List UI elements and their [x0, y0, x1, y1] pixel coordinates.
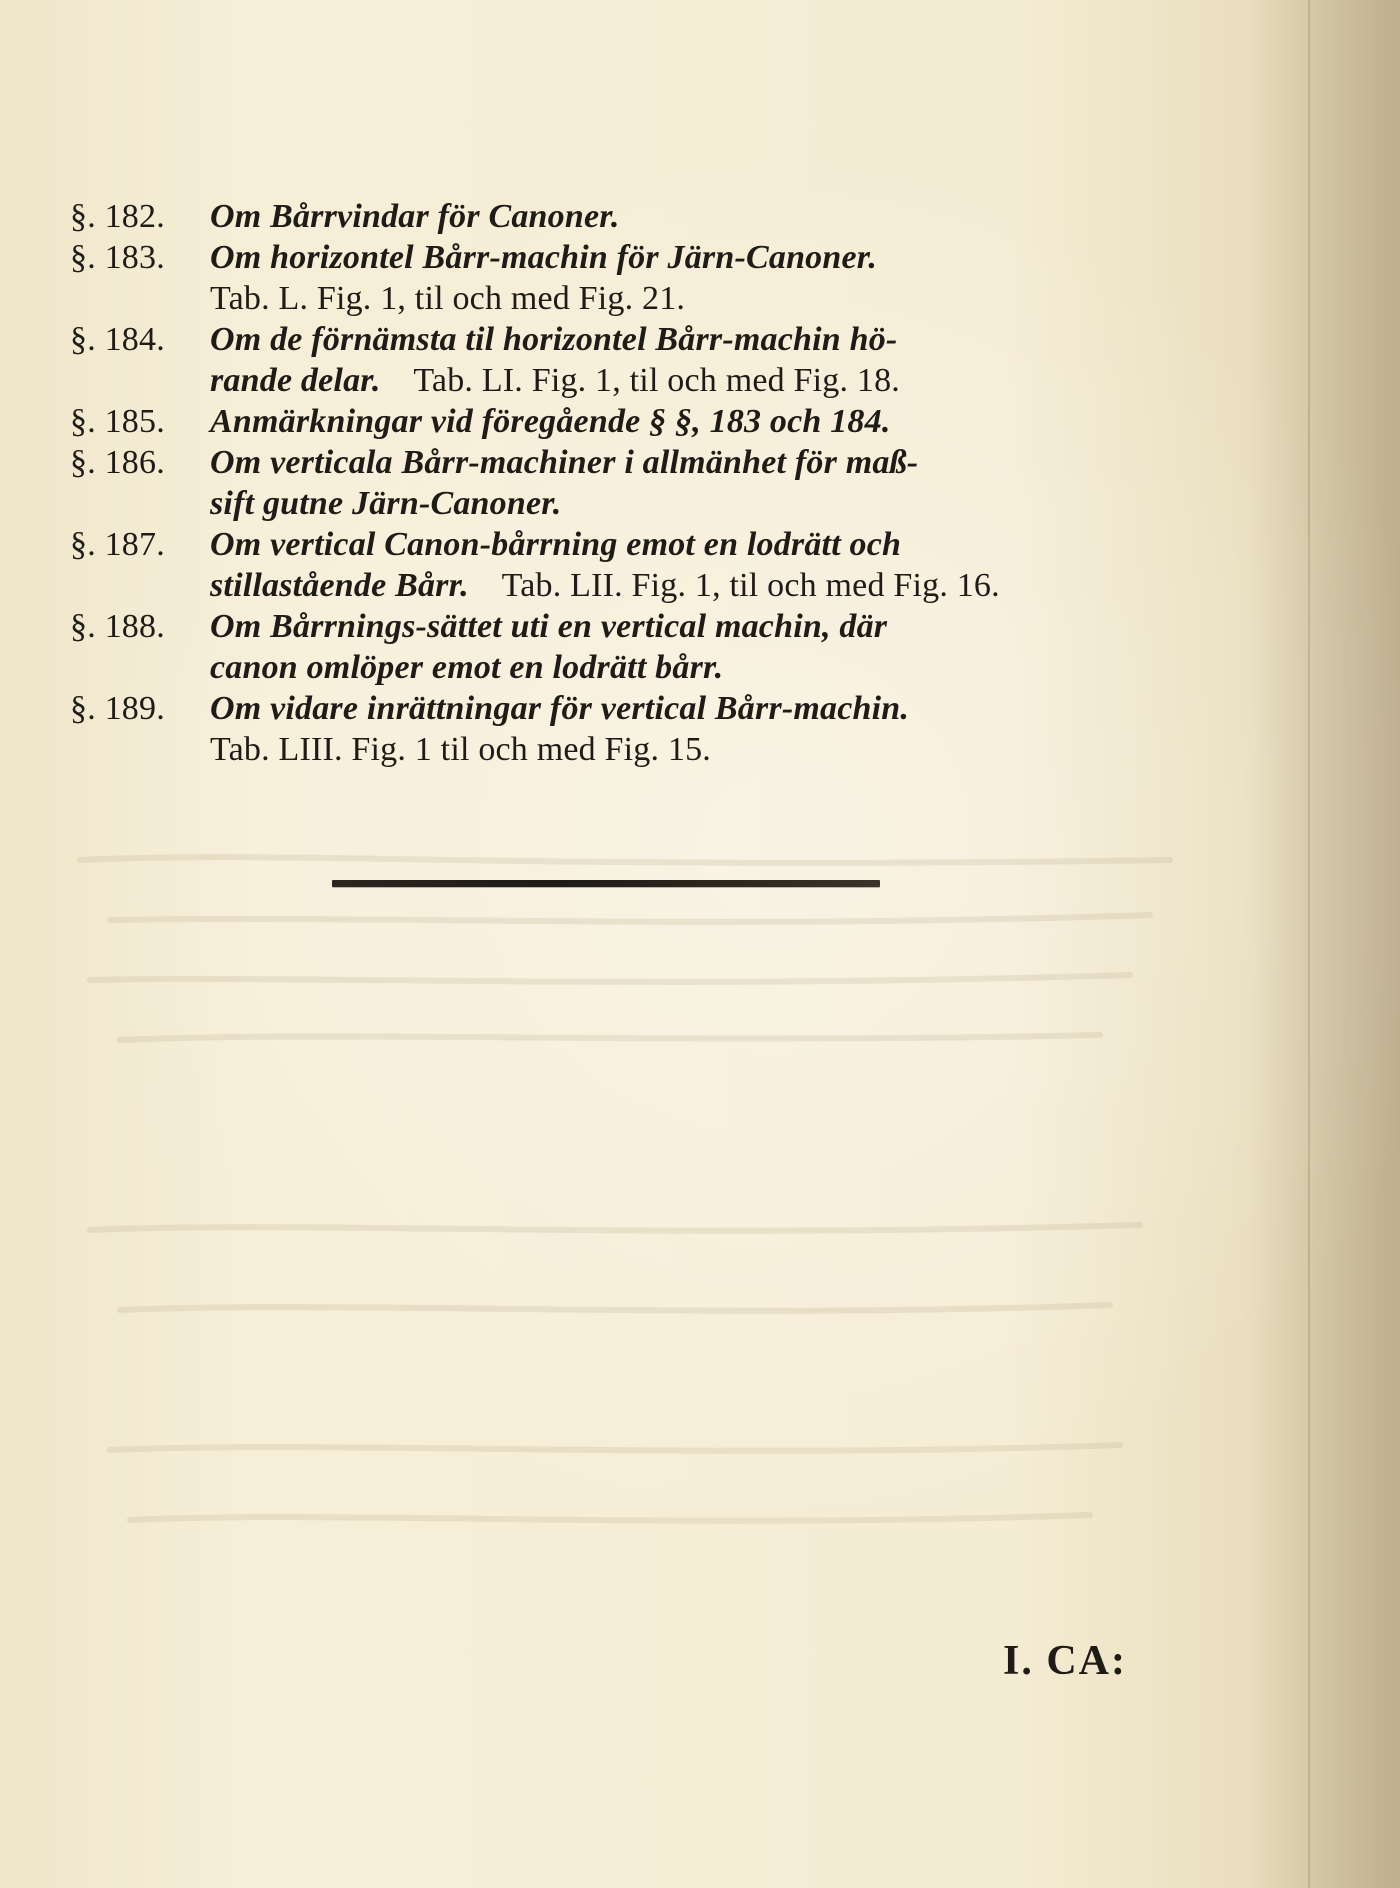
entry-184-line — [70, 319, 1150, 360]
plate-reference: Tab. L. Fig. 1, til och med Fig. 21. — [210, 280, 686, 317]
section-number: §. 182. — [70, 198, 165, 235]
plate-reference: Tab. LI. Fig. 1, til och med Fig. 18. — [413, 362, 900, 399]
section-title: Om horizontel Bårr-machin för Järn-Canoner. — [210, 239, 878, 276]
entry-188 — [70, 606, 1150, 688]
section-title: Om vidare inrättningar för vertical Bårr-machin. — [210, 690, 910, 727]
entry-189 — [70, 688, 1150, 770]
entry-188-line — [70, 606, 1150, 647]
entry-183-continuation — [210, 278, 1150, 319]
entry-188-continuation — [210, 647, 1150, 688]
table-of-contents — [70, 196, 1150, 770]
catchword: I. CA: — [1003, 1638, 1127, 1684]
entry-189-continuation — [210, 729, 1150, 770]
plate-reference: Tab. LII. Fig. 1, til och med Fig. 16. — [501, 567, 1000, 604]
section-number: §. 184. — [70, 321, 165, 358]
entry-189-line — [70, 688, 1150, 729]
plate-reference: Tab. LIII. Fig. 1 til och med Fig. 15. — [210, 731, 711, 768]
section-title: Om Bårrvindar för Canoner. — [210, 198, 620, 235]
section-title-continued: stillastående Bårr. — [210, 567, 469, 604]
section-title: Om de förnämsta til horizontel Bårr-machin hö- — [210, 321, 898, 358]
entry-185 — [70, 401, 1150, 442]
entry-184-continuation — [210, 360, 1150, 401]
entry-185-line — [70, 401, 1150, 442]
entry-183 — [70, 237, 1150, 319]
entry-182 — [70, 196, 1150, 237]
section-number: §. 186. — [70, 444, 165, 481]
entry-184 — [70, 319, 1150, 401]
section-title-continued: rande delar. — [210, 362, 381, 399]
section-number: §. 188. — [70, 608, 165, 645]
page-edge-shadow — [1250, 0, 1400, 1888]
entry-186 — [70, 442, 1150, 524]
entry-186-continuation — [210, 483, 1150, 524]
section-number: §. 189. — [70, 690, 165, 727]
entry-187-continuation — [210, 565, 1150, 606]
section-title-continued: canon omlöper emot en lodrätt bårr. — [210, 649, 724, 686]
section-title: Om vertical Canon-bårrning emot en lodrätt och — [210, 526, 902, 563]
section-title: Om verticala Bårr-machiner i allmänhet för maß- — [210, 444, 919, 481]
entry-183-line — [70, 237, 1150, 278]
section-title: Om Bårrnings-sättet uti en vertical machin, där — [210, 608, 888, 645]
section-number: §. 187. — [70, 526, 165, 563]
section-title-continued: sift gutne Järn-Canoner. — [210, 485, 562, 522]
page-fold-line — [1308, 0, 1310, 1888]
entry-187-line — [70, 524, 1150, 565]
section-number: §. 183. — [70, 239, 165, 276]
entry-186-line — [70, 442, 1150, 483]
section-title: Anmärkningar vid föregående § §, 183 och 184. — [210, 403, 891, 440]
entry-182-line — [70, 196, 1150, 237]
section-divider-rule — [332, 880, 880, 887]
entry-187 — [70, 524, 1150, 606]
section-number: §. 185. — [70, 403, 165, 440]
